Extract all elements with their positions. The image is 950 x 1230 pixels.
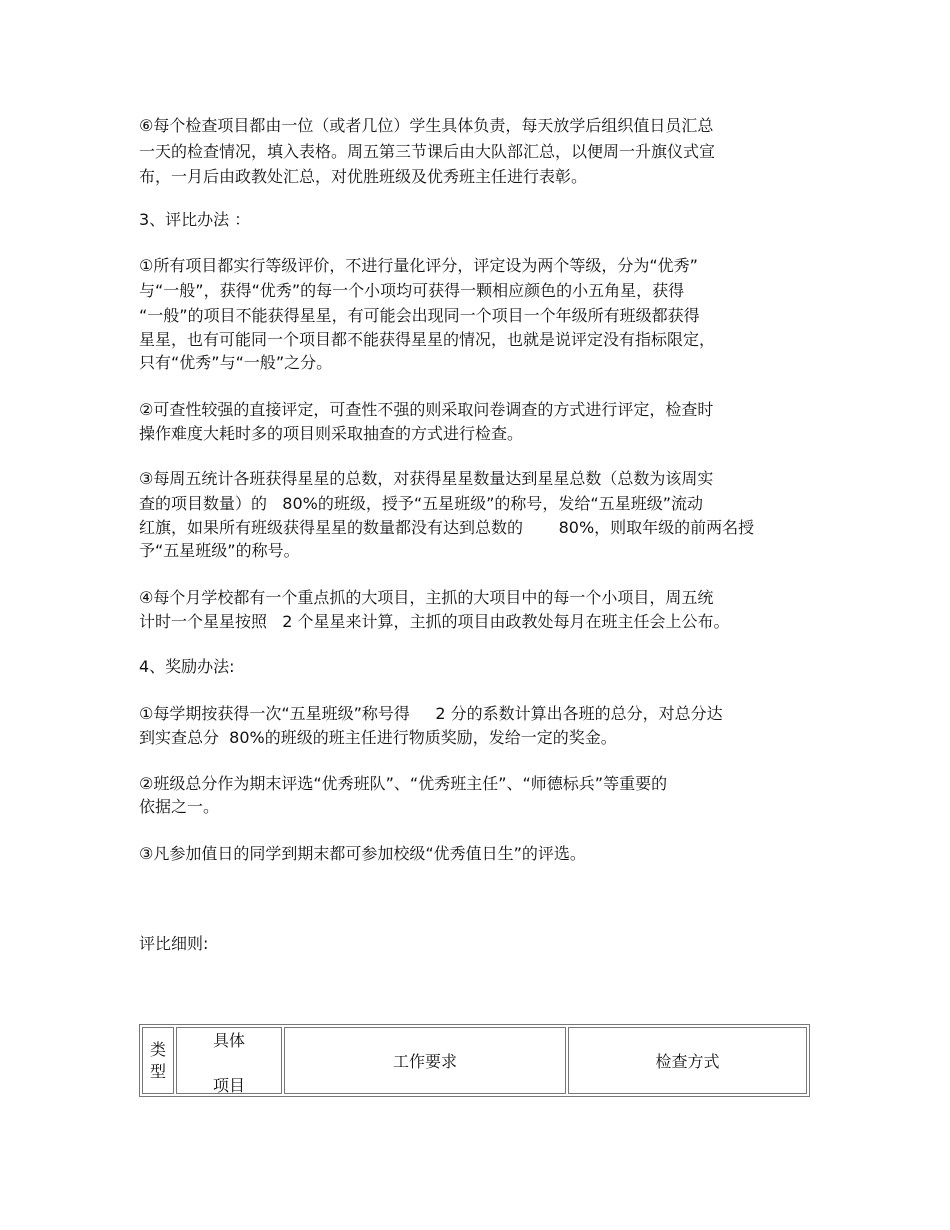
header-item-line-2: 项目	[212, 1075, 245, 1095]
reward-3-line-1: ③凡参加值日的同学到期末都可参加校级“优秀值日生”的评选。	[139, 844, 586, 863]
rule-3-line-4: 予“五星班级”的称号。	[139, 541, 300, 560]
paragraph-6-line-1: ⑥每个检查项目都由一位（或者几位）学生具体负责，每天放学后组织值日员汇总	[139, 116, 714, 135]
rule-1-line-2: 与“一般”，获得“优秀”的每一个小项均可获得一颗相应颜色的小五角星，获得	[139, 281, 685, 300]
table-header-row	[142, 1027, 807, 1094]
header-type-line-2: 型	[149, 1061, 166, 1081]
paragraph-6-line-2: 一天的检查情况，填入表格。周五第三节课后由大队部汇总，以便周一升旗仪式宣	[139, 142, 716, 161]
header-type-line-1: 类	[149, 1039, 166, 1059]
header-item-line-1: 具体	[212, 1030, 245, 1050]
paragraph-6-line-3: 布，一月后由政教处汇总，对优胜班级及优秀班主任进行表彰。	[139, 167, 588, 186]
header-type	[142, 1027, 174, 1094]
header-work-requirement: 工作要求	[284, 1027, 566, 1094]
rule-1-line-5: 只有“优秀”与“一般”之分。	[139, 353, 333, 372]
evaluation-details-table	[139, 1024, 810, 1097]
reward-2-line-2: 依据之一。	[139, 797, 220, 816]
rule-3-line-3: 红旗，如果所有班级获得星星的数量都没有达到总数的 80%，则取年级的前两名授	[139, 518, 755, 537]
rule-1-line-1: ①所有项目都实行等级评价，不进行量化评分，评定设为两个等级，分为“优秀”	[139, 256, 698, 275]
rule-3-line-2: 查的项目数量）的 80%的班级，授予“五星班级”的称号，发给“五星班级”流动	[139, 494, 703, 513]
section-heading-reward-method: 4、奖励办法:	[139, 657, 235, 676]
rule-2-line-1: ②可查性较强的直接评定，可查性不强的则采取问卷调查的方式进行评定，检查时	[139, 400, 714, 419]
rule-3-line-1: ③每周五统计各班获得星星的总数，对获得星星数量达到星星总数（总数为该周实	[139, 469, 714, 488]
header-specific-item	[176, 1027, 282, 1094]
rule-4-line-2: 计时一个星星按照 2 个星星来计算，主抓的项目由政教处每月在班主任会上公布。	[139, 612, 730, 631]
reward-1-line-1: ①每学期按获得一次“五星班级”称号得 2 分的系数计算出各班的总分，对总分达	[139, 704, 723, 723]
rule-4-line-1: ④每个月学校都有一个重点抓的大项目，主抓的大项目中的每一个小项目，周五统	[139, 588, 714, 607]
details-heading: 评比细则:	[139, 934, 209, 953]
rule-1-line-4: 星星，也有可能同一个项目都不能获得星星的情况，也就是说评定没有指标限定，	[139, 330, 716, 349]
reward-2-line-1: ②班级总分作为期末评选“优秀班队”、“优秀班主任”、“师德标兵”等重要的	[139, 774, 668, 793]
header-check-method: 检查方式	[568, 1027, 807, 1094]
section-heading-evaluation-method: 3、评比办法 ：	[139, 210, 251, 229]
rule-1-line-3: “一般”的项目不能获得星星，有可能会出现同一个项目一个年级所有班级都获得	[139, 306, 700, 325]
reward-1-line-2: 到实查总分 80%的班级的班主任进行物质奖励，发给一定的奖金。	[139, 728, 617, 747]
rule-2-line-2: 操作难度大耗时多的项目则采取抽查的方式进行检查。	[139, 424, 524, 443]
